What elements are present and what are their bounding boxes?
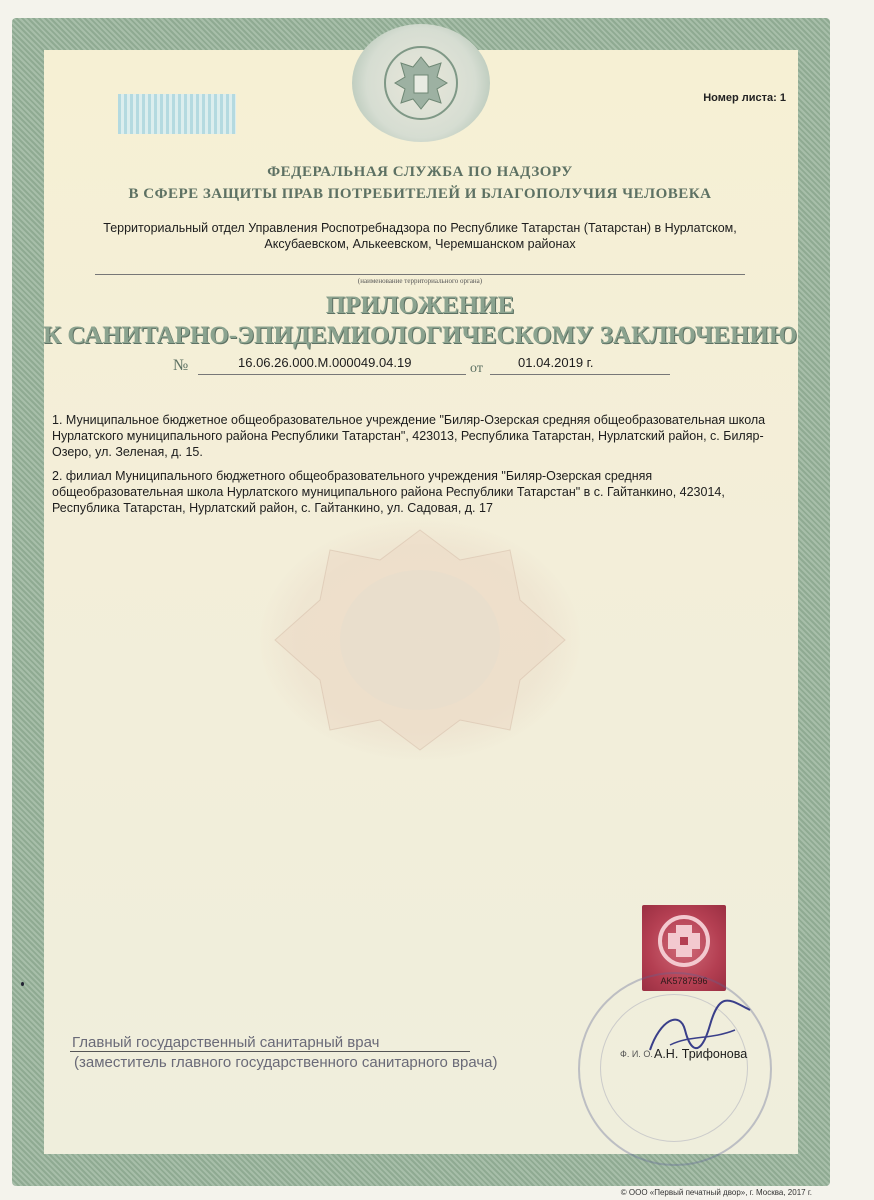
signatory-underline <box>70 1051 470 1052</box>
document-date: 01.04.2019 г. <box>518 355 594 370</box>
background-emblem-rosette <box>260 520 580 760</box>
number-label: № <box>173 357 189 374</box>
document-title-line-2: К САНИТАРНО-ЭПИДЕМИОЛОГИЧЕСКОМУ ЗАКЛЮЧЕНИЮ <box>43 322 797 349</box>
document-number: 16.06.26.000.М.000049.04.19 <box>238 355 412 370</box>
printer-footer: © ООО «Первый печатный двор», г. Москва, 2017 г. <box>620 1188 812 1197</box>
security-hologram-strip <box>118 94 236 134</box>
list-item: 1. Муниципальное бюджетное общеобразовательное учреждение "Биляр-Озерская средняя общеобразовательная школа Нурлатского муниципального района Республики Татарстан", 423013, Республика Татарстан, Нурлатский район, с. Биляр-Озеро, ул. Зеленая, д. 15. <box>52 413 766 459</box>
department-caption: (наименование территориального органа) <box>357 277 483 285</box>
territorial-department: Территориальный отдел Управления Роспотребнадзора по Республике Татарстан (Татарстан) в Нурлатском, Аксубаевском, Алькеевском, Черемшанском районах <box>103 221 737 251</box>
signatory-position-alt: (заместитель главного государственного санитарного врача) <box>74 1054 498 1071</box>
fio-label: Ф. И. О. <box>620 1049 653 1059</box>
number-underline <box>198 374 466 375</box>
agency-title-line-2: В СФЕРЕ ЗАЩИТЫ ПРАВ ПОТРЕБИТЕЛЕЙ И БЛАГОПОЛУЧИЯ ЧЕЛОВЕКА <box>128 186 712 202</box>
document-title-line-1: ПРИЛОЖЕНИЕ <box>325 292 515 319</box>
list-item: 2. филиал Муниципального бюджетного общеобразовательного учреждения "Биляр-Озерская средняя общеобразовательная школа Нурлатского муниципального района Республики Татарстан" в с. Гайтанкино, 423014, Республика Татарстан, Нурлатский район, с. Гайтанкино, ул. Садовая, д. 17 <box>52 469 725 515</box>
ink-dot <box>21 982 24 986</box>
signatory-position: Главный государственный санитарный врач <box>72 1034 380 1051</box>
date-label: от <box>470 361 483 376</box>
hologram-logo-icon <box>656 913 712 969</box>
date-underline <box>490 374 670 375</box>
coat-of-arms-emblem <box>352 24 490 142</box>
handwritten-signature <box>640 990 760 1070</box>
signatory-name: А.Н. Трифонова <box>654 1047 748 1061</box>
sheet-number: Номер листа: 1 <box>703 92 786 104</box>
hologram-code: AK5787596 <box>660 976 708 986</box>
agency-title-line-1: ФЕДЕРАЛЬНАЯ СЛУЖБА ПО НАДЗОРУ <box>267 164 573 180</box>
department-underline <box>95 274 745 275</box>
